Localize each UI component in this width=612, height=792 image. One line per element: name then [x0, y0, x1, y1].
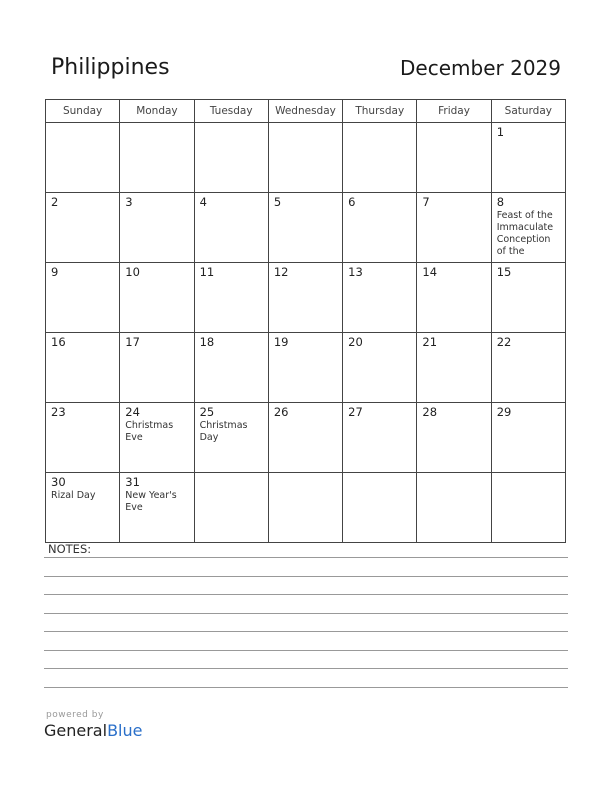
- day-cell[interactable]: [417, 263, 491, 333]
- day-number: 28: [422, 405, 438, 419]
- holiday-label: Christmas Eve: [125, 420, 174, 443]
- day-number: 16: [51, 335, 66, 349]
- day-number: 23: [51, 405, 66, 419]
- day-cell[interactable]: [46, 193, 120, 263]
- day-cell[interactable]: [194, 473, 268, 543]
- day-number: 12: [273, 265, 289, 279]
- day-cell[interactable]: [417, 123, 491, 193]
- day-cell[interactable]: [194, 333, 268, 403]
- day-number: 27: [348, 405, 363, 419]
- day-cell[interactable]: [343, 333, 417, 403]
- note-line: [44, 687, 568, 688]
- day-number: 22: [496, 335, 512, 349]
- day-number: 26: [273, 405, 289, 419]
- day-number: 24: [125, 405, 140, 419]
- day-cell[interactable]: [417, 333, 491, 403]
- day-number: 20: [348, 335, 363, 349]
- note-line: [44, 613, 568, 614]
- day-cell[interactable]: [46, 473, 120, 543]
- day-cell[interactable]: [194, 403, 268, 473]
- week-row: [46, 263, 566, 333]
- day-number: 6: [348, 195, 356, 209]
- note-line: [44, 594, 568, 595]
- day-cell[interactable]: [343, 473, 417, 543]
- day-number: 25: [199, 405, 215, 419]
- day-cell[interactable]: [491, 193, 565, 263]
- weekday-header: Friday: [417, 100, 491, 123]
- day-cell[interactable]: [491, 263, 565, 333]
- holiday-label: New Year's Eve: [125, 490, 177, 513]
- generalblue-logo[interactable]: [44, 721, 142, 740]
- day-number: 29: [496, 405, 512, 419]
- day-cell[interactable]: [268, 263, 342, 333]
- week-row: [46, 403, 566, 473]
- day-cell[interactable]: [417, 403, 491, 473]
- day-cell[interactable]: [46, 333, 120, 403]
- day-cell[interactable]: [46, 403, 120, 473]
- day-number: 8: [496, 195, 505, 209]
- holiday-label: Christmas Day: [199, 420, 248, 443]
- day-cell[interactable]: [120, 193, 194, 263]
- day-number: 15: [496, 265, 512, 279]
- day-cell[interactable]: [417, 473, 491, 543]
- day-cell[interactable]: [491, 473, 565, 543]
- day-cell[interactable]: [46, 123, 120, 193]
- day-cell[interactable]: [120, 263, 194, 333]
- day-cell[interactable]: [343, 263, 417, 333]
- day-cell[interactable]: [268, 193, 342, 263]
- day-number: 4: [199, 195, 207, 209]
- weekday-header: Sunday: [46, 100, 120, 123]
- holiday-label: Feast of the Immaculate Conception of the: [496, 210, 554, 257]
- note-line: [44, 650, 568, 651]
- day-number: 14: [422, 265, 438, 279]
- powered-by-text: powered by: [46, 710, 104, 720]
- weekday-header-row: [46, 100, 566, 123]
- note-line: [44, 576, 568, 577]
- day-cell[interactable]: [491, 403, 565, 473]
- weekday-header: Monday: [120, 100, 194, 123]
- day-number: 2: [51, 195, 59, 209]
- day-cell[interactable]: [268, 333, 342, 403]
- day-number: 5: [273, 195, 282, 209]
- day-number: 17: [125, 335, 140, 349]
- day-cell[interactable]: [417, 193, 491, 263]
- day-cell[interactable]: [491, 333, 565, 403]
- day-number: 13: [348, 265, 363, 279]
- day-number: 30: [51, 475, 66, 489]
- day-cell[interactable]: [194, 193, 268, 263]
- brand-blue: Blue: [107, 721, 143, 740]
- note-line: [44, 557, 568, 558]
- day-cell[interactable]: [268, 123, 342, 193]
- day-number: 11: [199, 265, 215, 279]
- day-cell[interactable]: [343, 123, 417, 193]
- day-number: 1: [496, 125, 505, 139]
- holiday-label: Rizal Day: [51, 490, 96, 501]
- day-number: 9: [51, 265, 59, 279]
- week-row: [46, 473, 566, 543]
- day-cell[interactable]: [268, 403, 342, 473]
- day-cell[interactable]: [194, 263, 268, 333]
- day-cell[interactable]: [120, 403, 194, 473]
- calendar-grid: [45, 99, 566, 543]
- day-number: 3: [125, 195, 133, 209]
- weekday-header: Thursday: [343, 100, 417, 123]
- day-cell[interactable]: [491, 123, 565, 193]
- notes-label: NOTES:: [48, 542, 92, 556]
- day-cell[interactable]: [120, 333, 194, 403]
- day-cell[interactable]: [343, 193, 417, 263]
- week-row: [46, 193, 566, 263]
- week-row: [46, 333, 566, 403]
- note-line: [44, 631, 568, 632]
- day-number: 18: [199, 335, 215, 349]
- day-cell[interactable]: [343, 403, 417, 473]
- day-number: 19: [273, 335, 289, 349]
- country-title: Philippines: [51, 55, 170, 80]
- day-cell[interactable]: [46, 263, 120, 333]
- day-number: 7: [422, 195, 430, 209]
- brand-general: General: [44, 721, 108, 740]
- day-cell[interactable]: [120, 473, 194, 543]
- day-cell[interactable]: [120, 123, 194, 193]
- weekday-header: Wednesday: [268, 100, 342, 123]
- day-cell[interactable]: [268, 473, 342, 543]
- week-row: [46, 123, 566, 193]
- note-line: [44, 668, 568, 669]
- month-year-title: December 2029: [400, 56, 561, 80]
- day-cell[interactable]: [194, 123, 268, 193]
- weekday-header: Saturday: [491, 100, 565, 123]
- weekday-header: Tuesday: [194, 100, 268, 123]
- day-number: 31: [125, 475, 140, 489]
- day-number: 21: [422, 335, 438, 349]
- day-number: 10: [125, 265, 140, 279]
